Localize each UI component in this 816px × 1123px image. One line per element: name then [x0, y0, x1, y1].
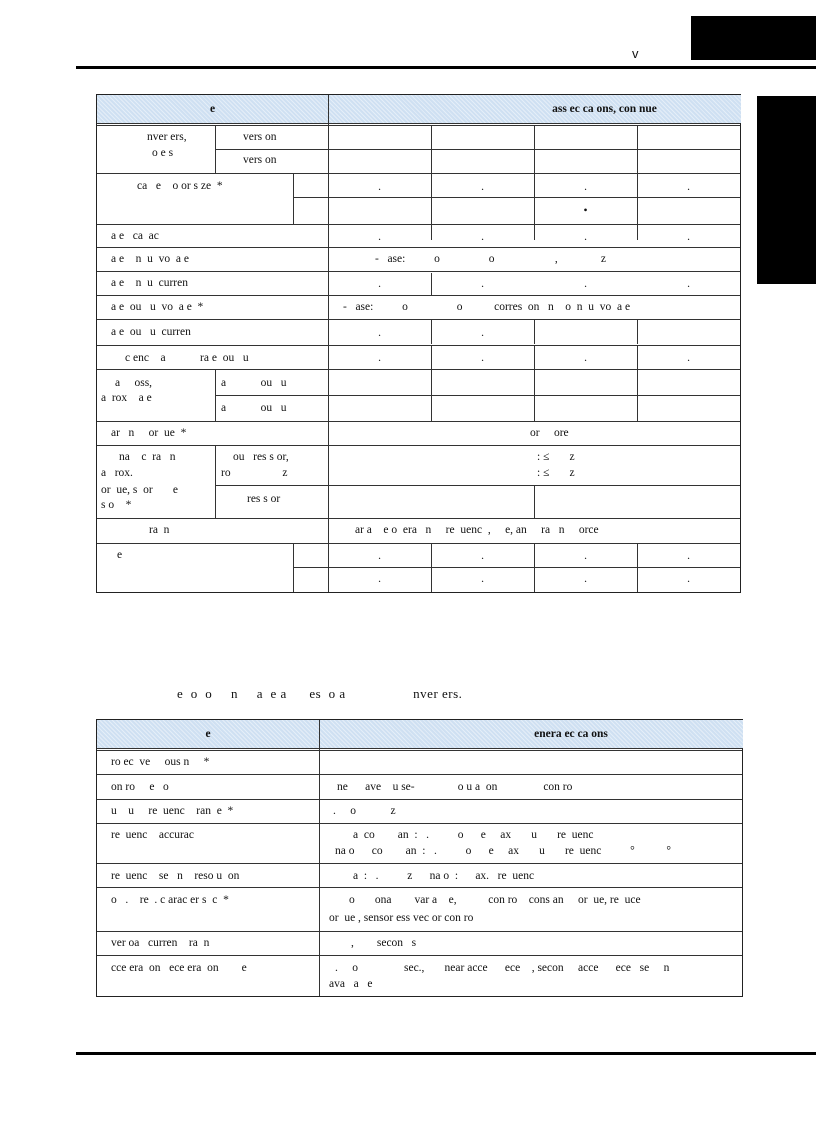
t1-r9-value: or ore — [530, 427, 569, 439]
t1-r10-label-b: a rox. — [101, 467, 133, 479]
t2-r3-value: a co an : . o e ax u re uenc — [353, 829, 594, 841]
t1-r6-d1: . — [481, 327, 484, 339]
t1-r10-label-d: s o * — [101, 499, 132, 511]
t1-r9-label: ar n or ue * — [111, 427, 187, 439]
t1-r10-sub1: ou res s or, — [233, 451, 289, 463]
t1-r1-d1-2: . — [584, 181, 587, 193]
t1-r12-d2-3: . — [687, 573, 690, 585]
bottom-rule — [76, 1052, 816, 1055]
t1-r3-value: - ase: o o , z — [375, 253, 606, 265]
section-note: e o o n a e a es o a nver ers. — [177, 686, 463, 701]
t1-r0-label-b: o e s — [152, 147, 174, 159]
t2-r7-label: cce era on ece era on e — [111, 962, 247, 974]
t1-r2-d0: . — [378, 231, 381, 243]
t2-r3-label: re uenc accurac — [111, 829, 194, 841]
t1-r12-label: e — [117, 549, 123, 561]
t1-r4-d2: . — [584, 278, 587, 290]
table1-header-left: e — [97, 95, 328, 123]
t1-r6-label: a e ou u curren — [111, 326, 191, 338]
top-rule — [76, 66, 816, 69]
t1-r12-d2-0: . — [378, 573, 381, 585]
t1-r0-label-a: nver ers, — [147, 131, 187, 143]
t1-r7-label: c enc a ra e ou u — [125, 352, 249, 364]
t1-r2-d2: . — [584, 231, 587, 243]
spec-table-1 — [96, 94, 741, 593]
t2-r5-label: o . re . c arac er s c * — [111, 894, 229, 906]
t1-r4-d1: . — [481, 278, 484, 290]
t1-r0-sub2: vers on — [243, 154, 277, 166]
t2-r5-value: o ona var a e, con ro cons an or ue, re uce — [349, 894, 641, 906]
t1-r7-d1: . — [481, 352, 484, 364]
t1-r12-d1-2: . — [584, 550, 587, 562]
table2-header-left: e — [97, 720, 319, 748]
t1-r8-sub2: a ou u — [221, 402, 287, 414]
t1-r8-sub1: a ou u — [221, 377, 287, 389]
t1-r1-d1-3: . — [687, 181, 690, 193]
t1-r11-label: ra n — [149, 524, 170, 536]
t2-r1-value: ne ave u se- o u a on con ro — [337, 781, 573, 793]
t2-r1-label: on ro e o — [111, 781, 169, 793]
page-header-label: v — [632, 46, 639, 61]
spec-table-2 — [96, 719, 743, 997]
t1-r11-value: ar a e o era n re uenc , e, an ra n orce — [355, 524, 599, 536]
t2-r2-label: u u re uenc ran e * — [111, 805, 234, 817]
t1-r7-d2: . — [584, 352, 587, 364]
t1-r0-sub1: vers on — [243, 131, 277, 143]
t1-r1-d1-0: . — [378, 181, 381, 193]
t2-r6-value: , secon s — [351, 937, 417, 949]
side-tab-block — [757, 96, 816, 284]
table1-header-right: ass ec ca ons, con nue — [328, 95, 741, 123]
t1-r10-val1: : ≤ z — [537, 451, 575, 463]
t1-r8-label-a: a oss, — [115, 377, 153, 389]
t2-r4-value: a : . z na o : ax. re uenc — [353, 870, 535, 882]
header-tab-block — [691, 16, 816, 60]
t2-r7-value: . o sec., near acce ece , secon acce ece se n — [335, 962, 670, 974]
t1-r7-d0: . — [378, 352, 381, 364]
t1-r12-d1-3: . — [687, 550, 690, 562]
t1-r10-val2: : ≤ z — [537, 467, 575, 479]
t1-r2-label: a e ca ac — [111, 230, 159, 242]
t1-r7-d3: . — [687, 352, 690, 364]
t1-r10-label-c: or ue, s or e — [101, 484, 178, 496]
t1-r10-sub1b: ro z — [221, 467, 288, 479]
t2-r3-value2: na o co an : . o e ax u re uenc ° ° — [335, 845, 671, 857]
t1-r12-d1-0: . — [378, 550, 381, 562]
t2-r2-value: . o z — [333, 805, 396, 817]
t1-r3-label: a e n u vo a e — [111, 253, 189, 265]
t1-r12-d1-1: . — [481, 550, 484, 562]
t1-r2-d1: . — [481, 231, 484, 243]
t1-r6-d0: . — [378, 327, 381, 339]
t1-r12-d2-1: . — [481, 573, 484, 585]
t1-r4-label: a e n u curren — [111, 277, 188, 289]
t1-r4-d3: . — [687, 278, 690, 290]
t1-r2-d3: . — [687, 231, 690, 243]
t1-r12-d2-2: . — [584, 573, 587, 585]
t2-r5-value2: or ue , sensor ess vec or con ro — [329, 912, 474, 924]
t1-r8-label-b: a rox a e — [101, 392, 152, 404]
t2-r0-label: ro ec ve ous n * — [111, 756, 210, 768]
t2-r7-value2: ava a e — [329, 978, 373, 990]
t2-r6-label: ver oa curren ra n — [111, 937, 210, 949]
t1-r4-d0: . — [378, 278, 381, 290]
t1-r10-sub2: res s or — [247, 493, 281, 505]
t1-r1-d2-2: • — [583, 205, 588, 217]
t1-r1-label: ca e o or s ze * — [137, 180, 223, 192]
table2-header-right: enera ec ca ons — [319, 720, 743, 748]
t1-r10-label-a: na c ra n — [119, 451, 176, 463]
t2-r4-label: re uenc se n reso u on — [111, 870, 240, 882]
t1-r5-value: - ase: o o corres on n o n u vo a e — [343, 301, 631, 313]
t1-r1-d1-1: . — [481, 181, 484, 193]
t1-r5-label: a e ou u vo a e * — [111, 301, 204, 313]
